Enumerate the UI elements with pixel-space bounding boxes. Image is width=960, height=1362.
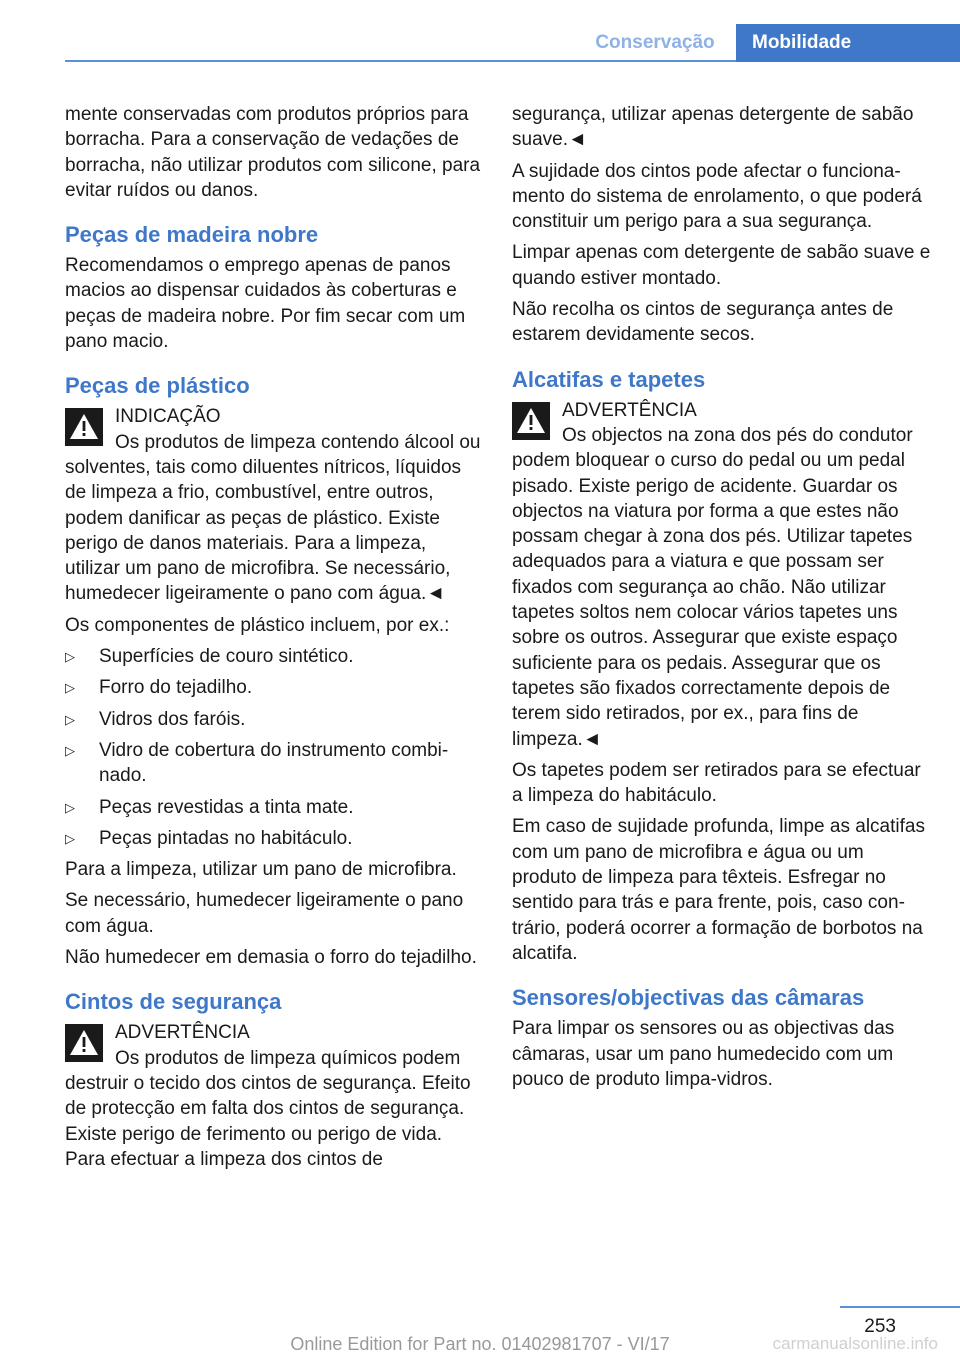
paragraph-sensores: Para limpar os sensores ou as objectivas das câmaras, usar um pano humedecido com um pouco de produto limpa-vidros. (512, 1018, 895, 1090)
warning-title: ADVERTÊNCIA (115, 1022, 250, 1044)
list-item (65, 644, 485, 669)
bullet-triangle-icon: ▷ (65, 830, 75, 846)
warning-title: ADVERTÊNCIA (562, 399, 697, 421)
list-item-text: Vidro de cobertura do instrumento combinado. (99, 739, 449, 787)
header-tab-conservacao[interactable]: Conservação (595, 32, 715, 53)
paragraph-humedecer: Se necessário, humedecer ligeiramente o pano com água. (65, 890, 464, 937)
bullet-triangle-icon: ▷ (65, 799, 75, 815)
paragraph-componentes: Os componentes de plástico incluem, por ex.: (65, 614, 450, 636)
bullet-triangle-icon: ▷ (65, 680, 75, 696)
footer-edition: Online Edition for Part no. 01402981707 - VI/17 (290, 1334, 670, 1354)
left-column (65, 102, 485, 1178)
list-item-text: Superfícies de couro sintético. (99, 646, 354, 668)
warning-icon (65, 1024, 103, 1062)
heading-pecas-madeira: Peças de madeira nobre (65, 222, 319, 248)
heading-cintos-seguranca: Cintos de segurança (65, 989, 282, 1015)
paragraph-sujidade-profunda: Em caso de sujidade profunda, limpe as alcatifas com um pano de microfibra e água ou um produto de limpeza para têxteis. Esfregar no sentido para trás e para frente, pois, caso contrário, poderá ocorrer a formação de borbotos na alcatifa. (512, 816, 925, 964)
paragraph-intro: mente conservadas com produtos próprios para borracha. Para a conservação de vedações de borracha, não utilizar produtos com silicone, para evitar ruídos ou danos. (65, 104, 481, 201)
paragraph-continuation: segurança, utilizar apenas detergente de sabão suave.◄ (512, 104, 914, 151)
bullet-triangle-icon: ▷ (65, 711, 75, 727)
list-item-text: Vidros dos faróis. (99, 708, 246, 730)
list-item (65, 826, 485, 851)
paragraph-limpeza: Para a limpeza, utilizar um pano de microfibra. (65, 859, 457, 881)
warning-icon (512, 402, 550, 440)
list-item-text: Peças revestidas a tinta mate. (99, 796, 354, 818)
warning-text: Os produtos de limpeza químicos podem destruir o tecido dos cintos de segurança. Efeito de protecção em falta dos cintos de segurança. Existe perigo de ferimento ou perigo de vida. Para efectuar a limpeza dos cintos de (65, 1047, 471, 1170)
warning-alcatifas (512, 398, 932, 752)
heading-pecas-plastico: Peças de plástico (65, 373, 250, 399)
list-item-text: Peças pintadas no habitáculo. (99, 827, 353, 849)
list-item (65, 738, 485, 789)
warning-title: INDICAÇÃO (115, 406, 221, 428)
paragraph-nao-humedecer: Não humedecer em demasia o forro do tejadilho. (65, 947, 477, 969)
heading-alcatifas-tapetes: Alcatifas e tapetes (512, 366, 706, 392)
warning-text: Os produtos de limpeza contendo álcool ou solventes, tais como diluentes nítricos, líquidos de limpeza a frio, combustível, entre outros, podem danificar as peças de plástico. Existe perigo de danos materiais. Para a limpeza, utilizar um pano de microfibra. Se necessário, humedecer ligeiramente o pano com água.◄ (65, 431, 481, 605)
bullet-triangle-icon: ▷ (65, 649, 75, 665)
list-item-text: Forro do tejadilho. (99, 677, 253, 699)
paragraph-madeira: Recomendamos o emprego apenas de panos macios ao dispensar cuidados às coberturas e peças de madeira nobre. Por fim secar com um pano macio. (65, 255, 466, 353)
header-tab-mobilidade[interactable]: Mobilidade (736, 24, 960, 62)
warning-text: Os objectos na zona dos pés do condutor podem bloquear o curso do pedal ou um pedal pisado. Existe perigo de acidente. Guardar os objectos na viatura por forma a que estes não possam chegar à zona dos pés. Utilizar tapetes adequados para a viatura e que possam ser fixados com segurança ao chão. Não utilizar tapetes soltos nem colocar vários tapetes uns sobre os outros. Assegurar que existe espaço suficiente para os pedais. Assegurar que os tapetes são fixados correctamente depois de terem sido retirados, por ex., para fins de limpeza.◄ (512, 424, 913, 750)
list-item (65, 795, 485, 820)
footer-watermark: carmanualsonline.info (772, 1334, 938, 1353)
paragraph-tapetes: Os tapetes podem ser retirados para se efectuar a limpeza do habitáculo. (512, 759, 921, 807)
warning-icon (65, 408, 103, 446)
warning-cintos (65, 1020, 485, 1172)
heading-sensores-camaras: Sensores/objectivas das câmaras (512, 985, 865, 1011)
warning-plastico (65, 404, 485, 606)
list-item (65, 675, 485, 700)
footer-rule (840, 1306, 960, 1308)
list-item (65, 707, 485, 732)
footer (0, 1334, 960, 1355)
list-componentes (65, 644, 485, 851)
right-column (512, 102, 932, 1098)
paragraph-limpar: Limpar apenas com detergente de sabão suave e quando estiver montado. (512, 242, 931, 289)
paragraph-recolha: Não recolha os cintos de segurança antes de estarem devidamente secos. (512, 299, 894, 346)
paragraph-sujidade: A sujidade dos cintos pode afectar o funcionamento do sistema de enrolamento, o que poderá constituir um perigo para a sua segurança. (512, 160, 922, 233)
bullet-triangle-icon: ▷ (65, 742, 75, 758)
page-number: 253 (864, 1316, 896, 1337)
